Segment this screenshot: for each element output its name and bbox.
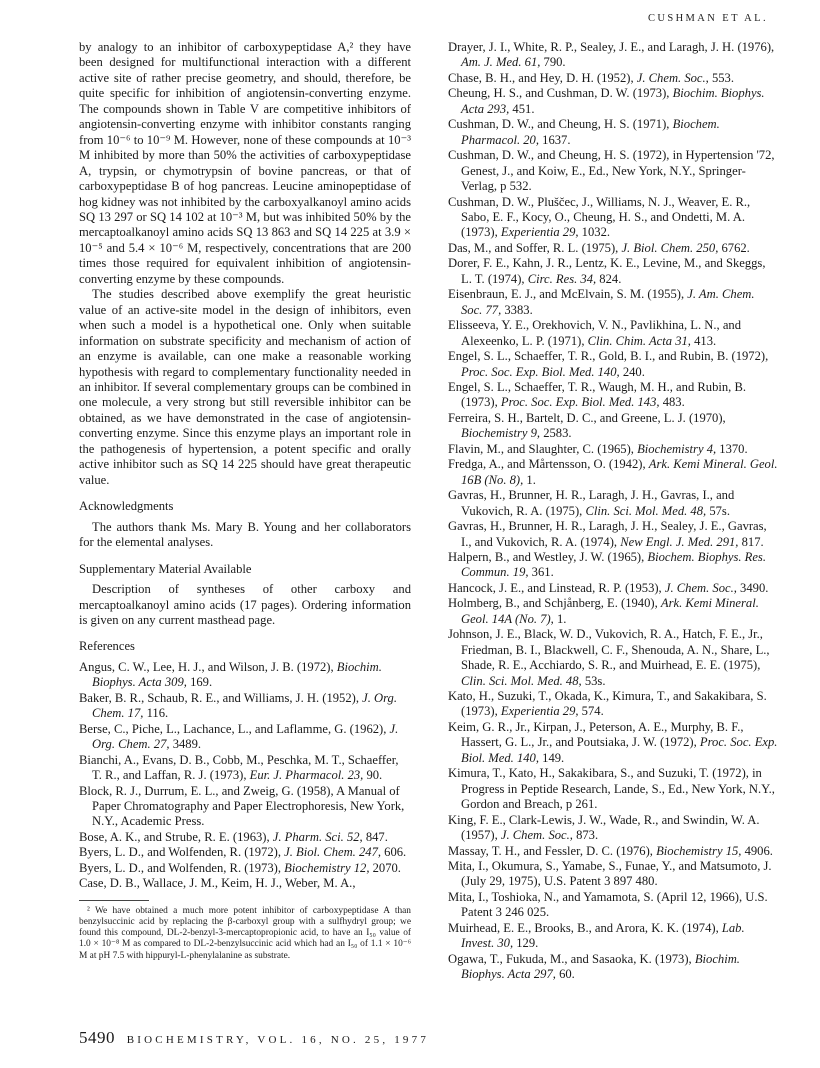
- footnote-divider: [79, 900, 149, 901]
- reference-authors: Engel, S. L., Schaeffer, T. R., Gold, B. I., and Rubin, B. (1972),: [448, 349, 769, 364]
- reference-entry: [448, 442, 778, 457]
- reference-pages: 413.: [690, 333, 717, 348]
- reference-pages: 57s.: [706, 503, 730, 518]
- reference-journal: J. Chem. Soc.,: [636, 70, 709, 85]
- reference-authors: Angus, C. W., Lee, H. J., and Wilson, J. B. (1972),: [79, 659, 337, 674]
- reference-authors: Ogawa, T., Fukuda, M., and Sasaoka, K. (1973),: [448, 951, 695, 966]
- reference-entry: [448, 766, 778, 812]
- reference-authors: Kimura, T., Kato, H., Sakakibara, S., and Suzuki, T. (1972), in Progress in Peptide Research, Lande, S., Ed., New York, N.Y., Gordon and Breach, p 261.: [448, 766, 775, 812]
- reference-pages: 606.: [381, 845, 407, 860]
- reference-authors: Fredga, A., and Mårtensson, O. (1942),: [448, 457, 649, 472]
- reference-entry: [448, 720, 778, 766]
- reference-entry: [448, 71, 778, 86]
- reference-authors: Byers, L. D., and Wolfenden, R. (1972),: [79, 845, 285, 860]
- reference-pages: 361.: [528, 565, 554, 580]
- reference-authors: Block, R. J., Durrum, E. L., and Zweig, G. (1958), A Manual of Paper Chromatography and Paper Electrophoresis, New York, N.Y., Academic Press.: [79, 783, 405, 829]
- reference-entry: [448, 813, 778, 844]
- reference-journal: Experientia 29,: [500, 704, 579, 719]
- reference-authors: King, F. E., Clark-Lewis, J. W., Wade, R., and Swindin, W. A. (1957),: [448, 812, 760, 843]
- reference-journal: J. Biol. Chem. 250,: [621, 240, 719, 255]
- reference-pages: 483.: [659, 395, 685, 410]
- reference-authors: Byers, L. D., and Wolfenden, R. (1973),: [79, 860, 285, 875]
- reference-authors: Das, M., and Soffer, R. L. (1975),: [448, 240, 622, 255]
- reference-journal: Eur. J. Pharmacol. 23,: [249, 768, 364, 783]
- reference-entry: [79, 876, 411, 891]
- reference-authors: Cushman, D. W., and Cheung, H. S. (1972), in Hypertension '72, Genest, J., and Koiw, E., Ed., New York, N.Y., Springer-Verlag, p 532.: [448, 148, 775, 194]
- reference-entry: [448, 318, 778, 349]
- reference-authors: Bianchi, A., Evans, D. B., Cobb, M., Peschka, M. T., Schaeffer, T. R., and Laffan, R. J. (1973),: [79, 752, 399, 783]
- reference-journal: J. Am. Chem. Soc. 77,: [461, 287, 755, 317]
- reference-pages: 53s.: [581, 673, 606, 688]
- reference-authors: Mita, I., Okumura, S., Yamabe, S., Funae, Y., and Matsumoto, J. (July 29, 1975), U.S. Patent 3 897 480.: [448, 859, 772, 889]
- reference-journal: J. Pharm. Sci. 52,: [272, 829, 363, 844]
- reference-journal: Proc. Soc. Exp. Biol. Med. 143,: [500, 395, 660, 410]
- reference-journal: Clin. Sci. Mol. Med. 48,: [585, 503, 707, 518]
- reference-journal: J. Chem. Soc.,: [500, 828, 573, 843]
- reference-authors: Ferreira, S. H., Bartelt, D. C., and Greene, L. J. (1970),: [448, 410, 726, 425]
- reference-pages: 824.: [596, 271, 622, 286]
- reference-entry: [448, 86, 778, 117]
- reference-pages: 3490.: [736, 580, 769, 595]
- reference-entry: [448, 117, 778, 148]
- reference-authors: Mita, I., Toshioka, N., and Yamamota, S. (April 12, 1966), U.S. Patent 3 246 025.: [448, 889, 768, 920]
- right-column: [448, 40, 778, 983]
- reference-journal: Clin. Chim. Acta 31,: [587, 333, 691, 348]
- reference-pages: 2583.: [540, 426, 572, 441]
- reference-entry: [448, 148, 778, 194]
- reference-pages: 6762.: [718, 240, 750, 255]
- acknowledgments-heading: Acknowledgments: [79, 499, 174, 514]
- reference-list-right: [448, 40, 778, 983]
- running-head: CUSHMAN ET AL.: [647, 13, 768, 24]
- supplementary-text: Description of syntheses of other carboxy and mercaptoalkanoyl amino acids (17 pages). Ordering information is given on any current masthead page.: [79, 582, 411, 627]
- reference-journal: Biochim. Biophys. Acta 309,: [92, 659, 382, 690]
- acknowledgments-text: The authors thank Ms. Mary B. Young and her collaborators for the elemental analyses.: [79, 519, 411, 550]
- reference-entry: [79, 845, 411, 860]
- reference-journal: Lab. Invest. 30,: [461, 920, 745, 951]
- reference-authors: Holmberg, B., and Schjånberg, E. (1940),: [448, 596, 661, 611]
- reference-entry: [448, 457, 778, 488]
- reference-authors: Muirhead, E. E., Brooks, B., and Arora, K. K. (1974),: [448, 920, 722, 935]
- reference-entry: [448, 627, 778, 689]
- reference-entry: [448, 921, 778, 952]
- reference-pages: 553.: [708, 70, 734, 85]
- reference-journal: New Engl. J. Med. 291,: [620, 534, 739, 549]
- reference-pages: 847.: [362, 829, 388, 844]
- body-paragraph: The studies described above exemplify the great heuristic value of an active-site model in the design of inhibitors, even when such a model is a hypothetical one. Only when suitable information on substrate specificity and mechanism of action of an enzyme is available, can one make a reasonable working hypothesis with regard to complementary functionality needed in an inhibitor. If several complementary groups can be combined in one molecule, a very strong but still reversible inhibitor can be obtained, as we have demonstrated in the case of angiotensin-converting enzyme. Since this enzyme plays an important role in the pathogenesis of hypertension, a potent specific and orally active inhibitor such as SQ 14 225 should have great therapeutic value.: [79, 287, 411, 487]
- reference-entry: [448, 195, 778, 241]
- reference-authors: Case, D. B., Wallace, J. M., Keim, H. J., Weber, M. A.,: [79, 876, 356, 891]
- reference-journal: Proc. Soc. Exp. Biol. Med. 140,: [461, 364, 620, 379]
- reference-journal: Ark. Kemi Mineral. Geol. 16B (No. 8),: [461, 457, 778, 487]
- reference-journal: Biochemistry 12,: [284, 860, 370, 875]
- page-number: 5490: [79, 1028, 115, 1047]
- reference-journal: Biochemistry 15,: [656, 843, 742, 858]
- reference-journal: Biochem. Pharmacol. 20,: [461, 117, 720, 147]
- reference-journal: Biochim. Biophys. Acta 297,: [461, 951, 740, 982]
- reference-authors: Engel, S. L., Schaeffer, T. R., Waugh, M. H., and Rubin, B. (1973),: [448, 379, 747, 410]
- reference-pages: 90.: [363, 768, 383, 783]
- reference-entry: [79, 691, 411, 722]
- reference-authors: Cushman, D. W., Pluščec, J., Williams, N. J., Weaver, E. R., Sabo, E. F., Kocy, O., Cheung, H. S., and Ondetti, M. A. (1973),: [448, 194, 751, 240]
- reference-entry: [79, 753, 411, 784]
- reference-authors: Flavin, M., and Slaughter, C. (1965),: [448, 441, 638, 456]
- reference-journal: Biochemistry 4,: [637, 441, 717, 456]
- reference-authors: Johnson, J. E., Black, W. D., Vukovich, R. A., Hatch, F. E., Jr., Friedman, B. I., Blackwell, C. F., Shenouda, A. N., Share, L., Shade, R. E., Acchiardo, S. R., and Muirhead, E. E. (1975),: [448, 627, 770, 673]
- reference-pages: 149.: [539, 750, 565, 765]
- reference-journal: Circ. Res. 34,: [527, 271, 597, 286]
- reference-authors: Chase, B. H., and Hey, D. H. (1952),: [448, 70, 637, 85]
- reference-entry: [448, 241, 778, 256]
- reference-authors: Dorer, F. E., Kahn, J. R., Lentz, K. E., Levine, M., and Skeggs, L. T. (1974),: [448, 256, 766, 286]
- reference-pages: 873.: [572, 828, 599, 843]
- reference-pages: 451.: [509, 101, 535, 116]
- body-paragraph: by analogy to an inhibitor of carboxypeptidase A,² they have been designed for multifunctional interaction with a different active site of rather precise geometry, and should, therefore, be quite specific for inhibition of angiotensin-converting enzyme. The compounds shown in Table V are competitive inhibitors of angiotensin-converting enzyme with inhibitor constants ranging from 10⁻⁶ to 10⁻⁹ M. However, none of these compounds at 10⁻³ M inhibited by more than 50% the activities of carboxypeptidase A, trypsin, or chymotrypsin of bovine pancreas, or that of carboxypeptidase B of hog pancreas. Leucine aminopeptidase of hog kidney was not inhibited by the carboxyalkanoyl amino acids SQ 13 297 or SQ 14 102 at 10⁻³ M, but was inhibited 50% by the mercaptoalkanoyl amino acids SQ 13 863 and SQ 14 225 at 3.9 × 10⁻⁵ and 5.4 × 10⁻⁶ M, respectively, concentrations that are 200 times those required for equivalent inhibition of angiotensin-converting enzyme by these compounds.: [79, 40, 411, 286]
- reference-journal: Biochem. Biophys. Res. Commun. 19,: [461, 549, 766, 580]
- reference-authors: Hancock, J. E., and Linstead, R. P. (1953),: [448, 580, 665, 595]
- supplementary-heading: Supplementary Material Available: [79, 561, 252, 576]
- reference-entry: [79, 784, 411, 830]
- reference-entry: [448, 550, 778, 581]
- reference-authors: Halpern, B., and Westley, J. W. (1965),: [448, 549, 648, 564]
- reference-journal: J. Org. Chem. 17,: [92, 690, 398, 721]
- reference-authors: Gavras, H., Brunner, H. R., Laragh, J. H., Sealey, J. E., Gavras, I., and Vukovich, R. A. (1974),: [448, 519, 767, 549]
- reference-entry: [79, 830, 411, 845]
- reference-authors: Gavras, H., Brunner, H. R., Laragh, J. H., Gavras, I., and Vukovich, R. A. (1975),: [448, 488, 735, 518]
- reference-pages: 574.: [578, 704, 604, 719]
- reference-entry: [448, 40, 778, 71]
- reference-authors: Keim, G. R., Jr., Kirpan, J., Peterson, A. E., Murphy, B. F., Hassert, G. L., Jr., and Poutsiaka, J. W. (1972),: [448, 719, 744, 750]
- reference-pages: 116.: [143, 706, 169, 721]
- reference-journal: Am. J. Med. 61,: [461, 55, 541, 70]
- reference-journal: J. Biol. Chem. 247,: [284, 845, 382, 860]
- reference-entry: [448, 581, 778, 596]
- reference-journal: J. Chem. Soc.,: [664, 580, 737, 595]
- reference-authors: Drayer, J. I., White, R. P., Sealey, J. E., and Laragh, J. H. (1976),: [448, 40, 775, 54]
- reference-pages: 3383.: [501, 302, 533, 317]
- reference-pages: 1.: [553, 611, 567, 626]
- reference-pages: 169.: [186, 675, 213, 690]
- reference-authors: Kato, H., Suzuki, T., Okada, K., Kimura, T., and Sakakibara, S. (1973),: [448, 689, 767, 719]
- reference-journal: Biochemistry 9,: [461, 426, 541, 441]
- reference-pages: 2070.: [369, 860, 401, 875]
- reference-list-left: [79, 660, 411, 892]
- reference-entry: [448, 519, 778, 550]
- reference-journal: Experientia 29,: [500, 225, 579, 240]
- reference-entry: [79, 660, 411, 691]
- reference-entry: [448, 256, 778, 287]
- reference-entry: [448, 411, 778, 442]
- reference-entry: [448, 844, 778, 859]
- reference-pages: 3489.: [169, 737, 202, 752]
- reference-entry: [448, 596, 778, 627]
- reference-pages: 790.: [540, 55, 566, 70]
- reference-journal: Proc. Soc. Exp. Biol. Med. 140,: [461, 735, 778, 765]
- reference-entry: [448, 380, 778, 411]
- reference-entry: [448, 287, 778, 318]
- reference-journal: Biochim. Biophys. Acta 293,: [461, 86, 765, 116]
- footnote: ² We have obtained a much more potent inhibitor of carboxypeptidase A than benzylsuccinic acid by replacing the β-carboxyl group with a sulfhydryl group; we found this compound, DL-2-benzyl-3-mercaptopropionic acid, to have an I₅₀ value of 1.0 × 10⁻⁸ M as compared to DL-2-benzylsuccinic acid which had an I₅₀ of 1.1 × 10⁻⁶ M at pH 7.5 with hippuryl-L-phenylalanine as substrate.: [79, 905, 411, 961]
- reference-authors: Massay, T. H., and Fessler, D. C. (1976),: [448, 843, 657, 858]
- reference-entry: [448, 952, 778, 983]
- reference-pages: 129.: [513, 936, 539, 951]
- references-heading: References: [79, 639, 135, 654]
- reference-entry: [448, 349, 778, 380]
- journal-citation: BIOCHEMISTRY, VOL. 16, NO. 25, 1977: [126, 1034, 430, 1046]
- reference-entry: [79, 861, 411, 876]
- reference-authors: Bose, A. K., and Strube, R. E. (1963),: [79, 829, 273, 844]
- reference-pages: 4906.: [741, 843, 773, 858]
- reference-entry: [448, 890, 778, 921]
- reference-pages: 60.: [555, 967, 575, 982]
- reference-pages: 817.: [738, 534, 764, 549]
- reference-journal: Clin. Sci. Mol. Med. 48,: [461, 673, 582, 688]
- reference-pages: 1370.: [716, 441, 748, 456]
- reference-pages: 1.: [523, 472, 536, 487]
- page-footer: [79, 1028, 429, 1048]
- reference-journal: Ark. Kemi Mineral. Geol. 14A (No. 7),: [461, 596, 759, 626]
- reference-authors: Cushman, D. W., and Cheung, H. S. (1971),: [448, 117, 673, 132]
- reference-pages: 1032.: [578, 225, 611, 240]
- reference-authors: Elisseeva, Y. E., Orekhovich, V. N., Pavlikhina, L. N., and Alexeenko, L. P. (1971),: [448, 318, 741, 348]
- left-column: [79, 40, 411, 962]
- reference-authors: Cheung, H. S., and Cushman, D. W. (1973),: [448, 86, 673, 101]
- reference-authors: Berse, C., Piche, L., Lachance, L., and Laflamme, G. (1962),: [79, 721, 390, 736]
- reference-entry: [448, 859, 778, 890]
- reference-authors: Eisenbraun, E. J., and McElvain, S. M. (1955),: [448, 287, 688, 302]
- reference-pages: 240.: [619, 364, 645, 379]
- reference-entry: [448, 488, 778, 519]
- reference-journal: J. Org. Chem. 27,: [92, 721, 399, 752]
- reference-entry: [448, 689, 778, 720]
- reference-entry: [79, 722, 411, 753]
- reference-authors: Baker, B. R., Schaub, R. E., and Williams, J. H. (1952),: [79, 690, 363, 705]
- reference-pages: 1637.: [539, 132, 571, 147]
